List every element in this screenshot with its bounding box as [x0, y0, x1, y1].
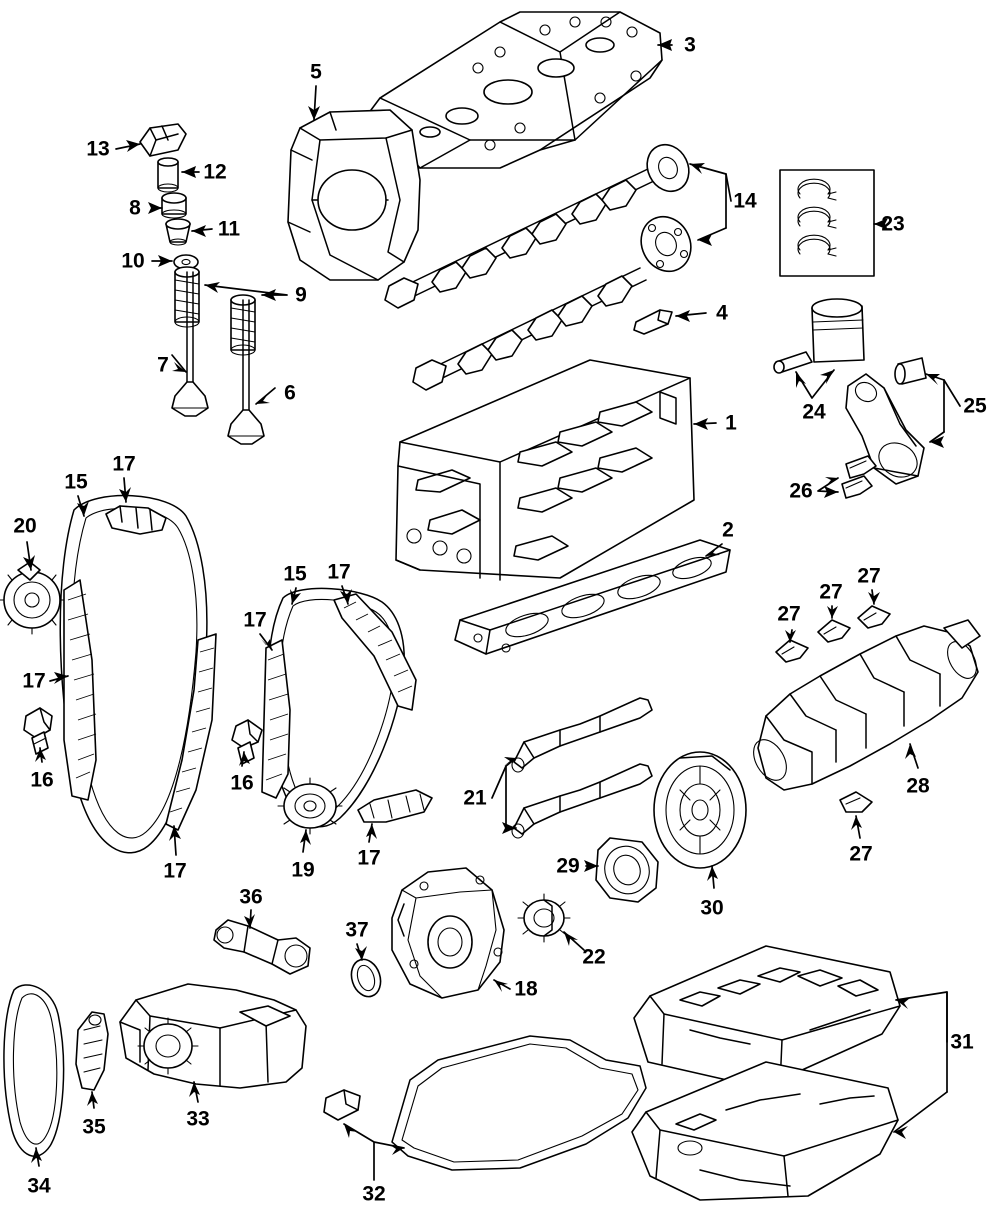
callout-20: 20 — [13, 514, 37, 538]
callout-4: 4 — [716, 301, 728, 325]
part-valve-guide — [158, 158, 178, 192]
leader-17-small — [366, 824, 377, 842]
leader-34 — [31, 1148, 42, 1166]
callout-17-f: 17 — [357, 846, 381, 870]
part-main-bearing-c — [858, 606, 890, 628]
leader-15-left — [77, 496, 89, 516]
part-balance-shaft-sprocket — [0, 562, 66, 634]
callout-22: 22 — [582, 945, 606, 969]
part-balance-shaft-chain — [4, 985, 64, 1156]
callout-31: 31 — [950, 1030, 974, 1054]
callout-21: 21 — [463, 786, 487, 810]
callout-7: 7 — [157, 353, 169, 377]
callout-3: 3 — [684, 33, 696, 57]
leader-10 — [152, 255, 172, 267]
part-valve-lifter-pin — [634, 310, 672, 334]
callout-1: 1 — [725, 411, 737, 435]
callout-15-a: 15 — [64, 470, 88, 494]
callout-19: 19 — [291, 858, 315, 882]
callout-37: 37 — [345, 918, 369, 942]
callout-11: 11 — [217, 217, 241, 241]
part-piston-ring-set — [780, 170, 874, 276]
callout-36: 36 — [239, 885, 263, 909]
callout-27-b: 27 — [819, 580, 843, 604]
callout-17-d: 17 — [327, 560, 351, 584]
leader-27-d — [851, 816, 862, 838]
part-balance-shaft-2 — [512, 764, 652, 838]
callout-2: 2 — [722, 518, 734, 542]
callout-26: 26 — [789, 479, 813, 503]
callout-25: 25 — [963, 394, 987, 418]
part-main-bearing-a — [776, 640, 808, 662]
part-o-ring — [347, 956, 385, 1001]
part-camshaft-bearing-bridge — [140, 124, 186, 156]
leader-30 — [707, 866, 718, 888]
part-oil-pan-gasket — [324, 1036, 646, 1170]
callout-16-a: 16 — [30, 768, 54, 792]
part-crankshaft — [747, 620, 983, 790]
callout-5: 5 — [310, 60, 322, 84]
callout-13: 13 — [86, 137, 110, 161]
leader-12 — [182, 166, 199, 178]
part-chain-guide-left-b — [166, 634, 216, 830]
part-balance-shaft-tensioner — [76, 1012, 108, 1090]
part-valve-stem-seal — [166, 219, 190, 245]
part-chain-guide-top — [106, 506, 166, 534]
part-oil-pump — [120, 984, 306, 1088]
leader-35 — [87, 1092, 98, 1108]
leader-6 — [256, 388, 275, 404]
callout-18: 18 — [514, 977, 538, 1001]
callout-17-c: 17 — [163, 859, 187, 883]
leader-7 — [172, 355, 186, 372]
callout-28: 28 — [906, 774, 930, 798]
leader-1 — [694, 418, 716, 430]
part-oil-pump-bracket — [214, 920, 310, 974]
part-crankshaft-pulley — [654, 752, 746, 868]
callout-12: 12 — [203, 160, 227, 184]
leader-8 — [148, 202, 162, 214]
part-valve-seat-intake — [162, 193, 186, 218]
part-chain-tensioner-left — [24, 708, 52, 754]
callout-24: 24 — [802, 400, 826, 424]
leader-5 — [308, 86, 320, 120]
part-chain-guide-right-a — [262, 640, 290, 798]
callout-30: 30 — [700, 896, 724, 920]
part-main-bearing-b — [818, 620, 850, 642]
leader-25 — [926, 374, 960, 448]
callout-14: 14 — [733, 189, 757, 213]
callout-29: 29 — [556, 854, 580, 878]
leader-27-c — [868, 590, 880, 604]
leader-37 — [355, 944, 367, 960]
callout-23: 23 — [881, 212, 905, 236]
callout-17-b: 17 — [22, 669, 46, 693]
leader-31 — [894, 992, 947, 1139]
part-chain-tensioner-right — [232, 720, 262, 764]
callout-10: 10 — [121, 249, 145, 273]
part-timing-chain-cover — [288, 110, 420, 280]
part-chain-guide-small — [358, 790, 432, 822]
part-chain-guide-left-a — [64, 580, 96, 800]
part-balance-shaft-1 — [512, 698, 652, 772]
callout-16-b: 16 — [230, 771, 254, 795]
part-crankshaft-seal-housing — [596, 838, 658, 902]
callout-6: 6 — [284, 381, 296, 405]
part-rod-bearing — [842, 456, 876, 498]
leader-26 — [818, 477, 838, 498]
callout-17-e: 17 — [243, 608, 267, 632]
part-cylinder-head — [396, 360, 694, 580]
part-oil-pump-drive-gear — [518, 894, 570, 942]
callout-15-b: 15 — [283, 562, 307, 586]
callout-32: 32 — [362, 1182, 386, 1206]
callout-34: 34 — [27, 1174, 51, 1198]
leader-17-top — [119, 478, 131, 502]
leader-18 — [494, 980, 510, 992]
leader-27-b — [827, 606, 838, 618]
part-main-bearing-d — [840, 792, 872, 812]
callout-27-c: 27 — [857, 564, 881, 588]
leader-19 — [300, 830, 311, 852]
leader-17-bottom — [169, 826, 181, 855]
callout-27-d: 27 — [849, 842, 873, 866]
callout-17-a: 17 — [112, 452, 136, 476]
leader-24 — [796, 370, 834, 398]
callout-8: 8 — [129, 196, 141, 220]
part-oil-pan-lower — [632, 1062, 898, 1200]
leader-27-a — [785, 630, 796, 642]
callout-35: 35 — [82, 1115, 106, 1139]
leader-13 — [116, 140, 140, 152]
callout-27-a: 27 — [777, 602, 801, 626]
callout-9: 9 — [295, 283, 307, 307]
part-oil-pump-sprocket — [278, 778, 342, 834]
callout-33: 33 — [186, 1107, 210, 1131]
part-front-cover — [392, 868, 504, 998]
part-piston-and-pin — [774, 299, 926, 384]
leader-28 — [905, 744, 918, 768]
leader-14 — [690, 163, 731, 246]
leader-11 — [192, 225, 212, 237]
leader-4 — [676, 310, 706, 322]
leader-22 — [564, 932, 584, 950]
